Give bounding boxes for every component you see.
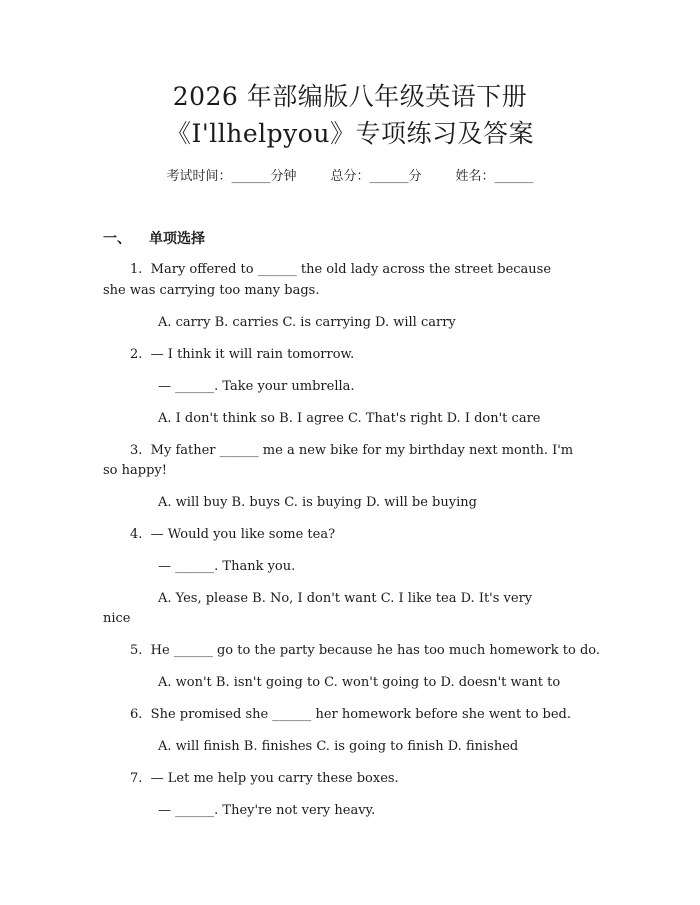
section-number: 一、 bbox=[103, 231, 131, 247]
exam-time-field: 考试时间：______分钟 bbox=[166, 169, 297, 184]
question-1-stem: 1. Mary offered to ______ the old lady across the street because bbox=[130, 262, 552, 277]
question-5-stem: 5. He ______ go to the party because he has too much homework to do. bbox=[130, 643, 601, 658]
question-7-stem: 7. — Let me help you carry these boxes. bbox=[130, 771, 399, 786]
question-7-response: — ______. They're not very heavy. bbox=[158, 803, 376, 818]
question-5-options: A. won't B. isn't going to C. won't going to D. doesn't want to bbox=[158, 675, 561, 690]
question-3-stem: 3. My father ______ me a new bike for my birthday next month. I'm bbox=[130, 443, 574, 458]
question-6-stem: 6. She promised she ______ her homework before she went to bed. bbox=[130, 707, 572, 722]
question-2-stem: 2. — I think it will rain tomorrow. bbox=[130, 347, 355, 362]
question-3-options: A. will buy B. buys C. is buying D. will be buying bbox=[158, 495, 477, 510]
question-4-options: A. Yes, please B. No, I don't want C. I like tea D. It's very bbox=[158, 591, 533, 606]
question-1-stem-cont: she was carrying too many bags. bbox=[103, 283, 320, 298]
question-4-options-cont: nice bbox=[103, 611, 131, 626]
question-2-options: A. I don't think so B. I agree C. That's right D. I don't care bbox=[158, 411, 541, 426]
question-4-stem: 4. — Would you like some tea? bbox=[130, 527, 336, 542]
total-score-field: 总分：______分 bbox=[330, 169, 422, 184]
question-1-options: A. carry B. carries C. is carrying D. will carry bbox=[158, 315, 456, 330]
question-6-options: A. will finish B. finishes C. is going to finish D. finished bbox=[158, 739, 519, 754]
question-2-response: — ______. Take your umbrella. bbox=[158, 379, 355, 394]
name-field: 姓名：______ bbox=[455, 169, 534, 184]
question-3-stem-cont: so happy! bbox=[103, 463, 167, 478]
section-heading bbox=[103, 229, 205, 249]
exam-meta bbox=[0, 167, 700, 187]
question-4-response: — ______. Thank you. bbox=[158, 559, 296, 574]
section-title: 单项选择 bbox=[149, 231, 205, 247]
document-title-line1: 2026 年部编版八年级英语下册 bbox=[172, 82, 528, 111]
document-title-line2: 《I'llhelpyou》专项练习及答案 bbox=[166, 119, 534, 148]
